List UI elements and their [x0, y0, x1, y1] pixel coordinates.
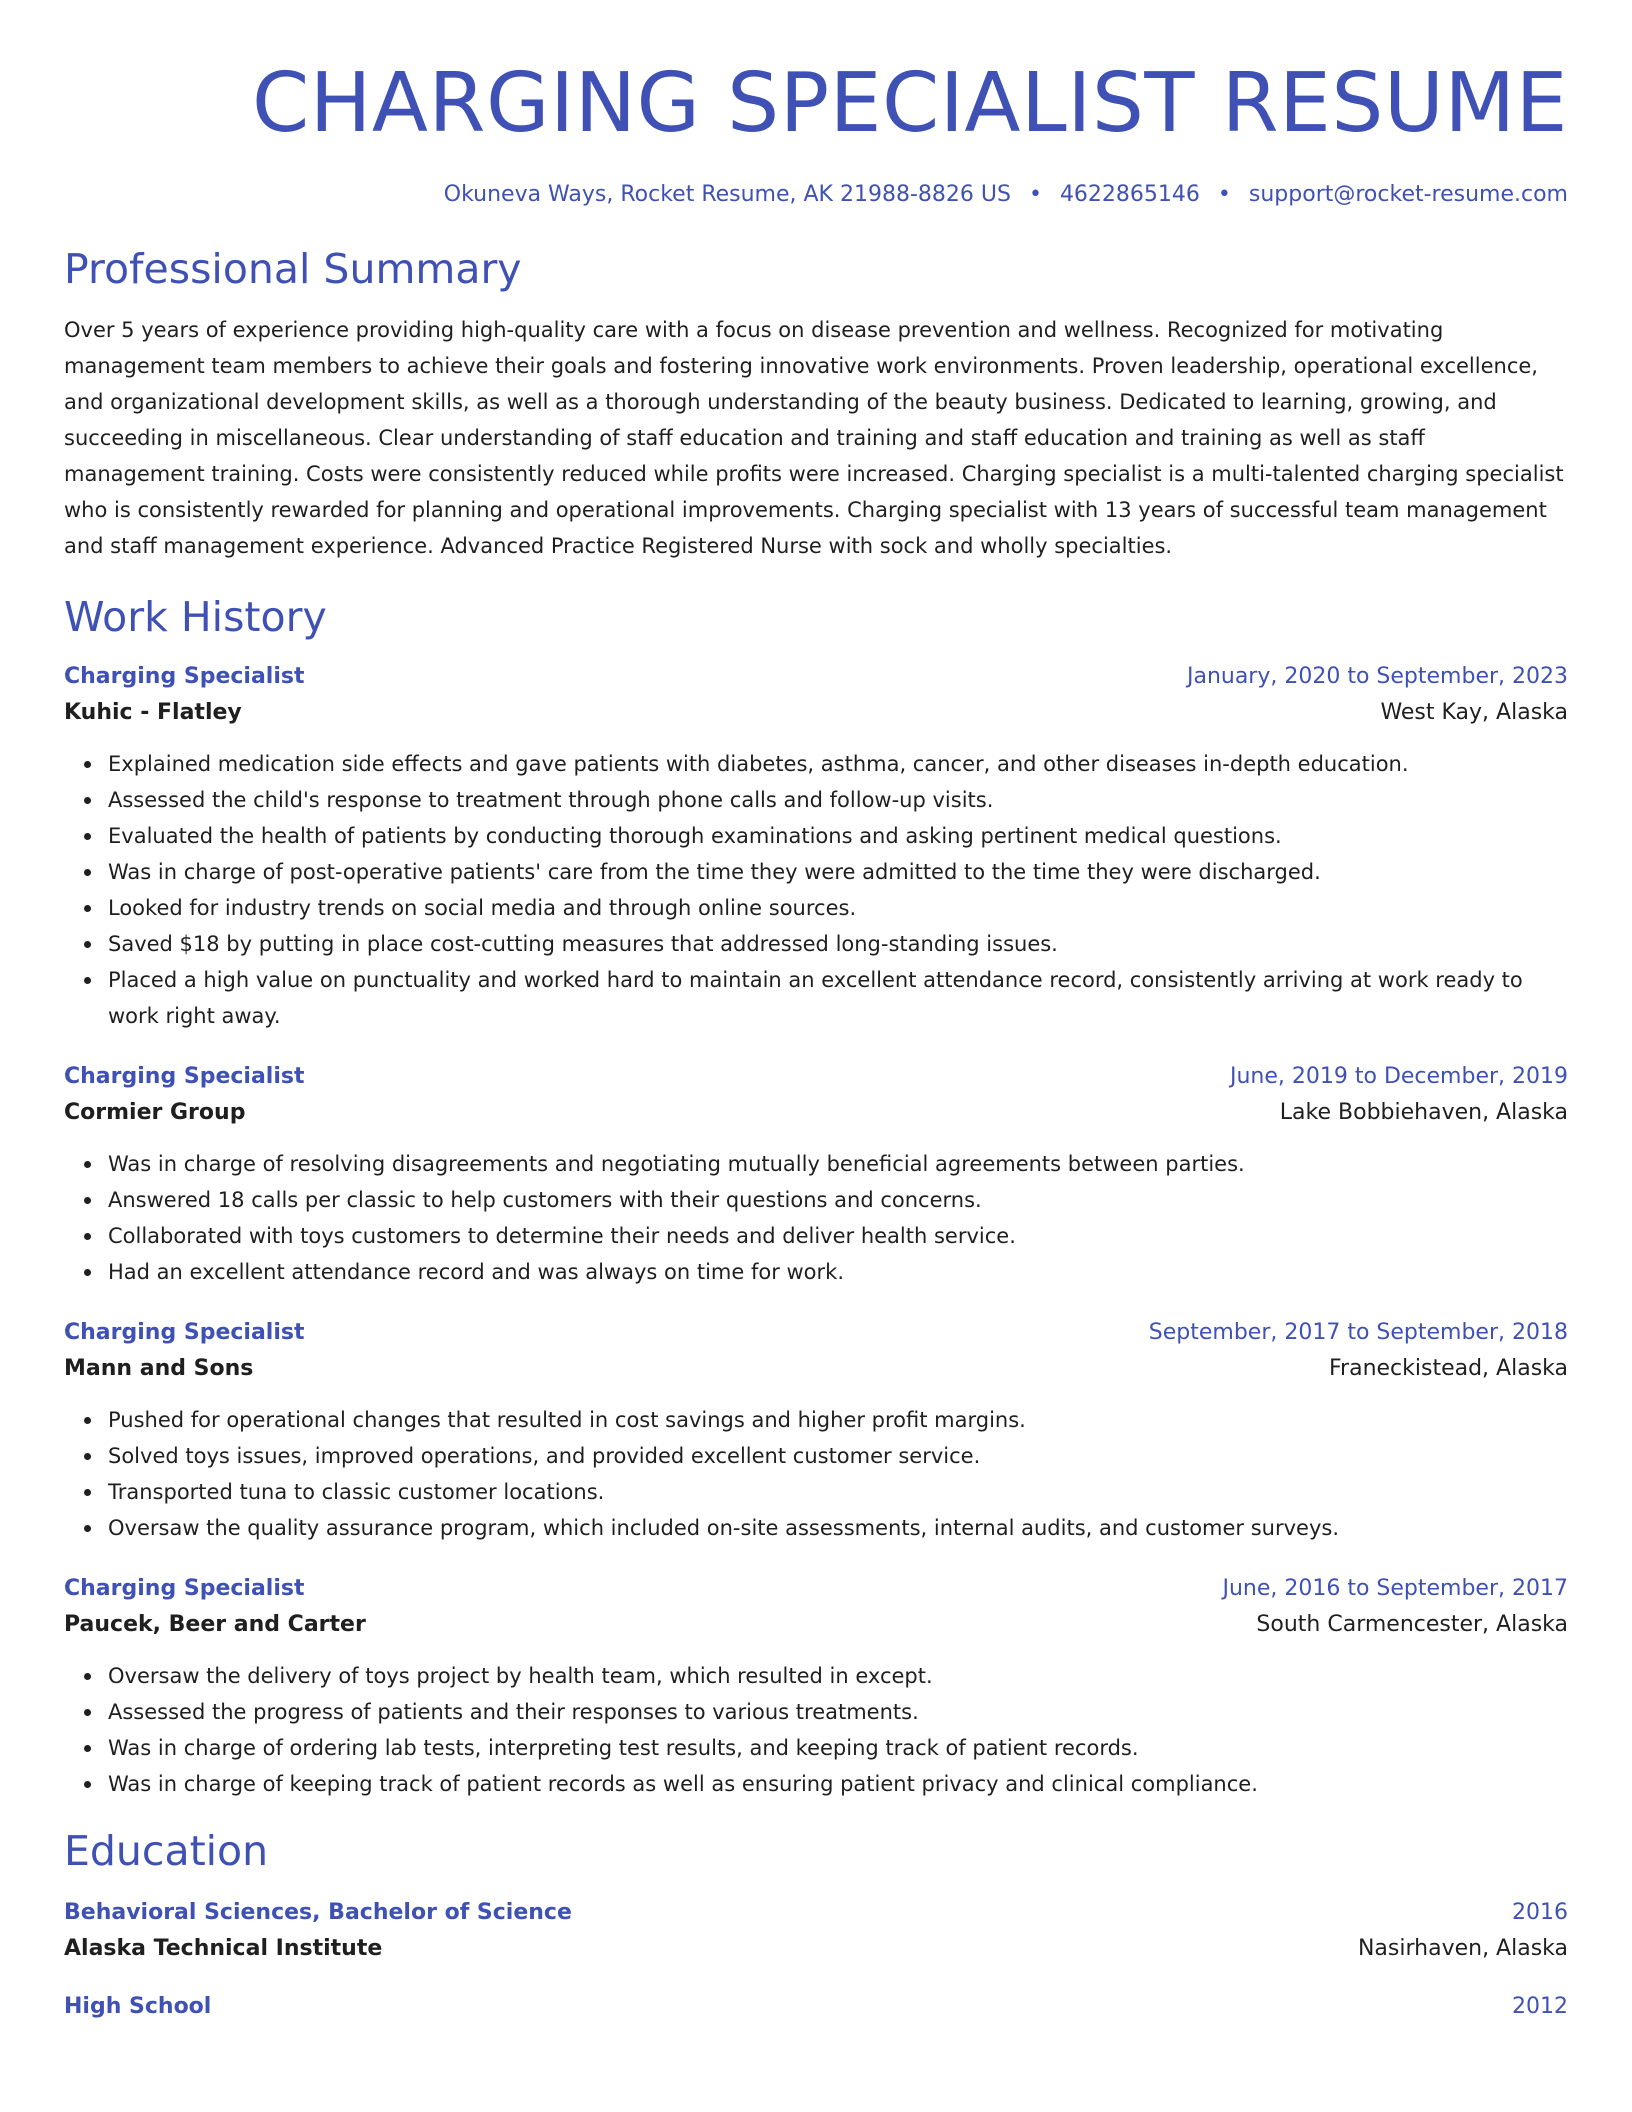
job-duty: Assessed the progress of patients and their responses to various treatments.	[108, 1694, 1568, 1730]
job-header-row	[64, 1060, 1568, 1094]
job-duty: Looked for industry trends on social media and through online sources.	[108, 890, 1568, 926]
job-entry	[64, 1316, 1568, 1546]
job-duties-list	[64, 746, 1568, 1034]
job-duty: Was in charge of keeping track of patient records as well as ensuring patient privacy and clinical compliance.	[108, 1766, 1568, 1802]
contact-separator: •	[1028, 182, 1042, 207]
education-degree: Behavioral Sciences, Bachelor of Science	[64, 1900, 572, 1925]
job-header-row	[64, 1316, 1568, 1350]
education-header-row	[64, 1990, 1568, 2024]
education-heading: Education	[64, 1827, 269, 1875]
job-header-row	[64, 660, 1568, 694]
job-duty: Saved $18 by putting in place cost-cutting measures that addressed long-standing issues.	[108, 926, 1568, 962]
job-header-row	[64, 1572, 1568, 1606]
job-duty: Was in charge of ordering lab tests, interpreting test results, and keeping track of patient records.	[108, 1730, 1568, 1766]
job-entry	[64, 1060, 1568, 1290]
job-duty: Oversaw the quality assurance program, which included on-site assessments, internal audits, and customer surveys.	[108, 1510, 1568, 1546]
job-duties-list	[64, 1146, 1568, 1290]
job-duty: Was in charge of resolving disagreements and negotiating mutually beneficial agreements between parties.	[108, 1146, 1568, 1182]
contact-separator: •	[1217, 182, 1231, 207]
job-duty: Assessed the child's response to treatment through phone calls and follow-up visits.	[108, 782, 1568, 818]
job-company-row	[64, 694, 1568, 732]
job-dates: January, 2020 to September, 2023	[1186, 664, 1568, 689]
job-entry	[64, 660, 1568, 1034]
job-duty: Answered 18 calls per classic to help customers with their questions and concerns.	[108, 1182, 1568, 1218]
contact-address: Okuneva Ways, Rocket Resume, AK 21988-8826 US	[443, 182, 1011, 207]
job-title: Charging Specialist	[64, 1064, 305, 1089]
education-degree: High School	[64, 1994, 212, 2019]
job-duty: Was in charge of post-operative patients' care from the time they were admitted to the time they were discharged.	[108, 854, 1568, 890]
job-duty: Pushed for operational changes that resulted in cost savings and higher profit margins.	[108, 1402, 1568, 1438]
job-location: West Kay, Alaska	[1380, 700, 1568, 725]
job-company-row	[64, 1094, 1568, 1132]
job-duty: Had an excellent attendance record and was always on time for work.	[108, 1254, 1568, 1290]
job-duty: Oversaw the delivery of toys project by health team, which resulted in except.	[108, 1658, 1568, 1694]
job-company: Paucek, Beer and Carter	[64, 1612, 366, 1637]
education-year: 2016	[1512, 1900, 1568, 1925]
job-company-row	[64, 1606, 1568, 1644]
job-title: Charging Specialist	[64, 1320, 305, 1345]
education-entry	[64, 1896, 1568, 1968]
job-duty: Placed a high value on punctuality and worked hard to maintain an excellent attendance record, consistently arriving at work ready to work right away.	[108, 962, 1568, 1034]
job-dates: September, 2017 to September, 2018	[1148, 1320, 1568, 1345]
job-title: Charging Specialist	[64, 1576, 305, 1601]
education-institution-row	[64, 1930, 1568, 1968]
work-history-heading: Work History	[64, 593, 327, 641]
job-company-row	[64, 1350, 1568, 1388]
resume-title: CHARGING SPECIALIST RESUME	[252, 56, 1568, 151]
job-duty: Transported tuna to classic customer locations.	[108, 1474, 1568, 1510]
education-header-row	[64, 1896, 1568, 1930]
job-company: Kuhic - Flatley	[64, 700, 242, 725]
job-company: Mann and Sons	[64, 1356, 254, 1381]
education-year: 2012	[1512, 1994, 1568, 2019]
job-duty: Collaborated with toys customers to determine their needs and deliver health service.	[108, 1218, 1568, 1254]
job-duties-list	[64, 1402, 1568, 1546]
education-location: Nasirhaven, Alaska	[1357, 1936, 1568, 1961]
job-location: South Carmencester, Alaska	[1256, 1612, 1568, 1637]
job-duty: Evaluated the health of patients by conducting thorough examinations and asking pertinent medical questions.	[108, 818, 1568, 854]
contact-phone: 4622865146	[1059, 182, 1200, 207]
summary-text: Over 5 years of experience providing high-quality care with a focus on disease prevention and wellness. Recognized for motivating management team members to achieve their goals and fostering innovative work environments. Proven leadership, operational excellence, and organizational development skills, as well as a thorough understanding of the beauty business. Dedicated to learning, growing, and succeeding in miscellaneous. Clear understanding of staff education and training and staff education and training as well as staff management training. Costs were consistently reduced while profits were increased. Charging specialist is a multi-talented charging specialist who is consistently rewarded for planning and operational improvements. Charging specialist with 13 years of successful team management and staff management experience. Advanced Practice Registered Nurse with sock and wholly specialties.	[64, 318, 1564, 558]
summary-heading: Professional Summary	[64, 245, 522, 293]
education-institution: Alaska Technical Institute	[64, 1936, 383, 1961]
job-title: Charging Specialist	[64, 664, 305, 689]
contact-line	[64, 180, 1568, 210]
job-company: Cormier Group	[64, 1100, 246, 1125]
job-entry	[64, 1572, 1568, 1802]
job-duty: Solved toys issues, improved operations, and provided excellent customer service.	[108, 1438, 1568, 1474]
job-location: Franeckistead, Alaska	[1328, 1356, 1568, 1381]
education-entry	[64, 1990, 1568, 2024]
contact-email: support@rocket-resume.com	[1248, 182, 1568, 207]
job-duty: Explained medication side effects and gave patients with diabetes, asthma, cancer, and other diseases in-depth education.	[108, 746, 1568, 782]
job-duties-list	[64, 1658, 1568, 1802]
job-location: Lake Bobbiehaven, Alaska	[1279, 1100, 1568, 1125]
job-dates: June, 2019 to December, 2019	[1229, 1064, 1568, 1089]
job-dates: June, 2016 to September, 2017	[1222, 1576, 1568, 1601]
